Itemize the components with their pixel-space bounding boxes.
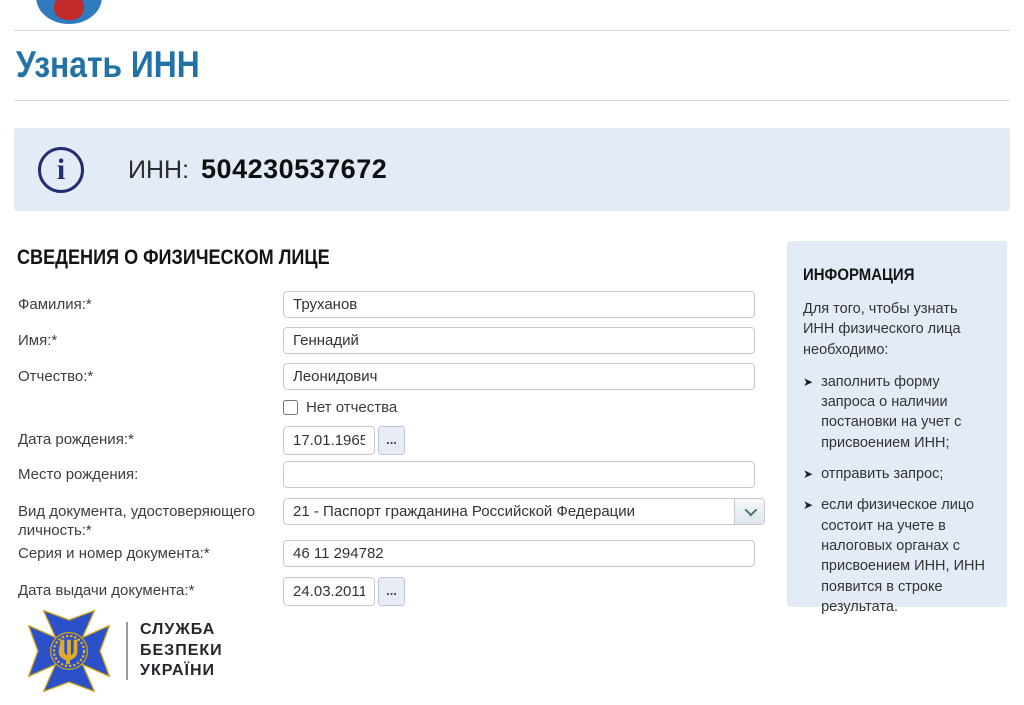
doc-issue-date-label: Дата выдачи документа:* (18, 582, 195, 599)
doc-number-label: Серия и номер документа:* (18, 545, 210, 562)
first-name-input[interactable] (283, 327, 755, 354)
sbu-text-line1: СЛУЖБА (140, 620, 216, 638)
sbu-text-line3: УКРАЇНИ (140, 662, 216, 680)
chevron-down-icon (745, 504, 758, 517)
info-bullet-1-text: заполнить форму запроса о наличии постановки на учет с присвоением ИНН; (821, 373, 962, 451)
info-bullet-2 (803, 464, 991, 484)
info-bullet-2-text: отправить запрос; (821, 466, 944, 483)
info-bullet-1 (803, 372, 991, 453)
inn-value: 504230537672 (201, 154, 388, 184)
person-section-title: СВЕДЕНИЯ О ФИЗИЧЕСКОМ ЛИЦЕ (17, 246, 330, 269)
inn-result-banner (14, 128, 1010, 211)
no-patronymic-checkbox[interactable] (283, 400, 298, 415)
arrow-bullet-icon: ➤ (803, 498, 814, 513)
first-name-label: Имя:* (18, 332, 58, 349)
doc-type-dropdown-button[interactable] (734, 499, 764, 524)
patronymic-label: Отчество:* (18, 368, 94, 385)
sbu-text-line2: БЕЗПЕКИ (140, 641, 223, 659)
arrow-bullet-icon: ➤ (803, 374, 814, 389)
info-icon: i (38, 147, 84, 193)
info-panel-intro: Для того, чтобы узнать ИНН физического лица необходимо: (803, 301, 961, 358)
doc-type-select[interactable] (283, 498, 765, 525)
page-title: Узнать ИНН (16, 44, 200, 85)
birth-place-input[interactable] (283, 461, 755, 488)
sbu-watermark (22, 604, 223, 698)
sbu-emblem-icon (22, 604, 116, 698)
info-bullet-3 (803, 495, 991, 617)
surname-label: Фамилия:* (18, 296, 92, 313)
birth-place-label: Место рождения: (18, 466, 139, 483)
doc-type-selected-value: 21 - Паспорт гражданина Российской Федерации (293, 503, 636, 520)
info-bullet-3-text: если физическое лицо состоит на учете в налоговых органах с присвоением ИНН, ИНН появится в строке результата. (821, 497, 985, 615)
site-logo-partial-icon (36, 0, 102, 26)
info-panel (787, 241, 1007, 615)
no-patronymic-label: Нет отчества (306, 399, 398, 416)
doc-issue-date-picker-button[interactable]: ... (378, 577, 405, 606)
birth-date-picker-button[interactable]: ... (378, 426, 405, 455)
surname-input[interactable] (283, 291, 755, 318)
divider-top (14, 30, 1010, 31)
doc-type-label: Вид документа, удостоверяющего личность:* (18, 503, 256, 539)
sbu-divider (126, 622, 128, 680)
info-panel-title: ИНФОРМАЦИЯ (803, 265, 915, 284)
patronymic-input[interactable] (283, 363, 755, 390)
doc-issue-date-input[interactable] (283, 577, 375, 606)
doc-number-input[interactable] (283, 540, 755, 567)
divider-under-title (14, 100, 1010, 101)
arrow-bullet-icon: ➤ (803, 467, 814, 482)
birth-date-input[interactable] (283, 426, 375, 455)
inn-label: ИНН: (128, 156, 190, 184)
birth-date-label: Дата рождения:* (18, 431, 134, 448)
